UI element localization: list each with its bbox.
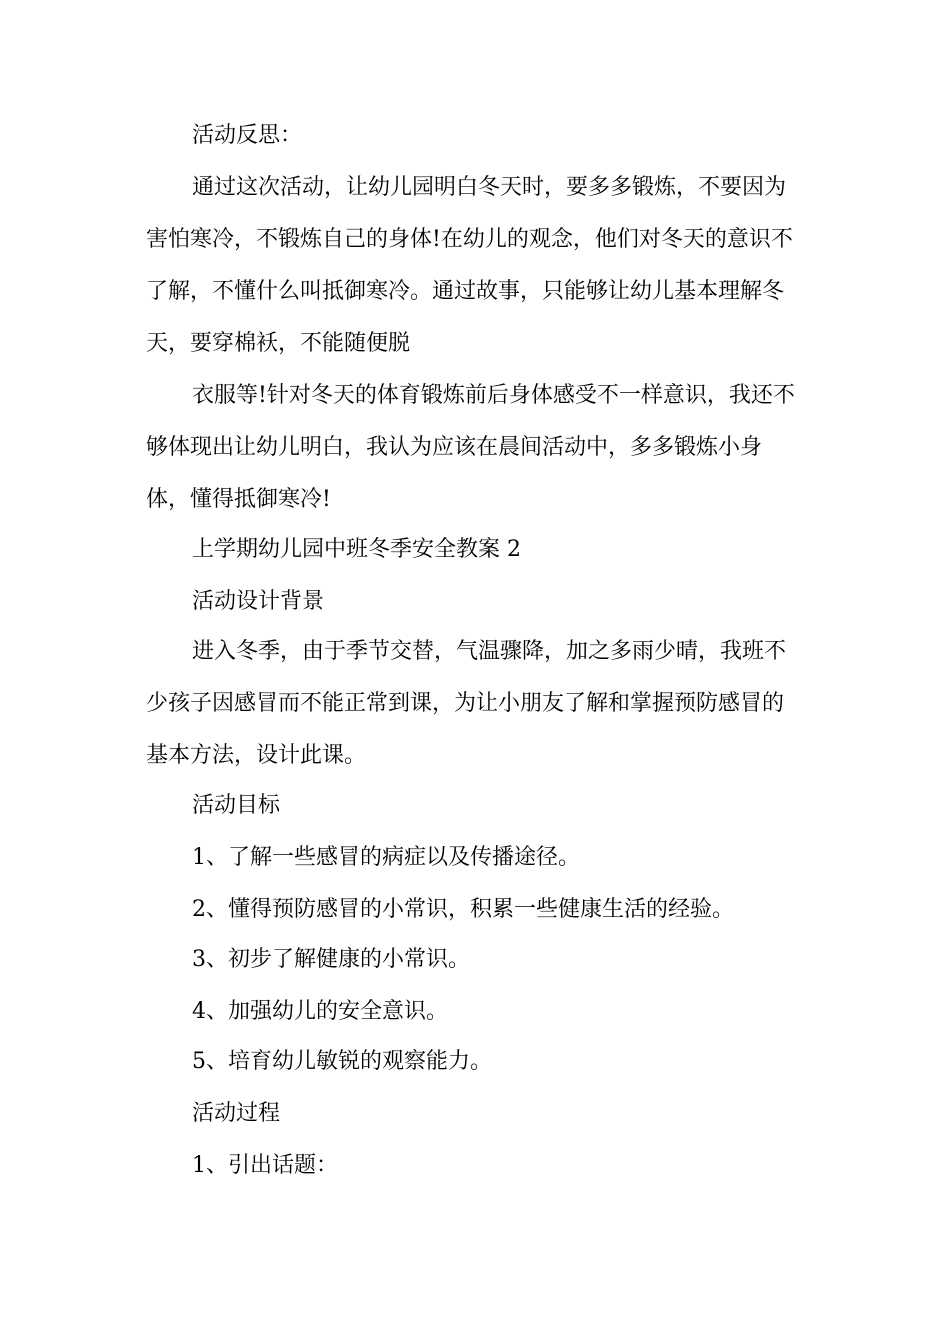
- goal-item-3: [146, 934, 806, 986]
- text-line: 活动设计背景: [192, 589, 325, 614]
- text-line: 活动过程: [192, 1101, 281, 1126]
- text-line: 上学期幼儿园中班冬季安全教案 2: [192, 537, 521, 562]
- text-line: 4、加强幼儿的安全意识。: [192, 999, 448, 1024]
- process-heading: [146, 1088, 806, 1140]
- text-line: 1、引出话题：: [192, 1153, 338, 1178]
- text-line: 了解，不懂什么叫抵御寒冷。通过故事，只能够让幼儿基本理解冬: [146, 279, 785, 304]
- text-line: 够体现出让幼儿明白，我认为应该在晨间活动中，多多锻炼小身: [146, 435, 763, 460]
- background-paragraph: [146, 626, 806, 782]
- text-line: 1、了解一些感冒的病症以及传播途径。: [192, 845, 580, 870]
- text-line: 2、懂得预防感冒的小常识，积累一些健康生活的经验。: [192, 897, 734, 922]
- goal-item-4: [146, 986, 806, 1038]
- text-line: 5、培育幼儿敏锐的观察能力。: [192, 1049, 492, 1074]
- text-line: 天，要穿棉袄，不能随便脱: [146, 331, 411, 356]
- text-line: 基本方法，设计此课。: [146, 743, 367, 768]
- goals-heading: [146, 780, 806, 832]
- background-heading: [146, 576, 806, 628]
- text-line: 通过这次活动，让幼儿园明白冬天时，要多多锻炼，不要因为: [192, 175, 787, 200]
- reflection-paragraph-1: [146, 162, 806, 370]
- text-line: 活动目标: [192, 793, 281, 818]
- goal-item-2: [146, 884, 806, 936]
- text-line: 衣服等!针对冬天的体育锻炼前后身体感受不一样意识，我还不: [192, 383, 795, 408]
- goal-item-5: [146, 1036, 806, 1088]
- text-line: 活动反思：: [192, 123, 303, 148]
- goal-item-1: [146, 832, 806, 884]
- reflection-heading: [146, 110, 806, 162]
- process-step-1: [146, 1140, 806, 1192]
- text-line: 体，懂得抵御寒冷!: [146, 487, 331, 512]
- plan-title: [146, 524, 806, 576]
- text-line: 进入冬季，由于季节交替，气温骤降，加之多雨少晴，我班不: [192, 639, 787, 664]
- text-line: 少孩子因感冒而不能正常到课，为让小朋友了解和掌握预防感冒的: [146, 691, 785, 716]
- reflection-paragraph-2: [146, 370, 806, 526]
- text-line: 3、初步了解健康的小常识。: [192, 947, 470, 972]
- text-line: 害怕寒冷，不锻炼自己的身体!在幼儿的观念，他们对冬天的意识不: [146, 227, 793, 252]
